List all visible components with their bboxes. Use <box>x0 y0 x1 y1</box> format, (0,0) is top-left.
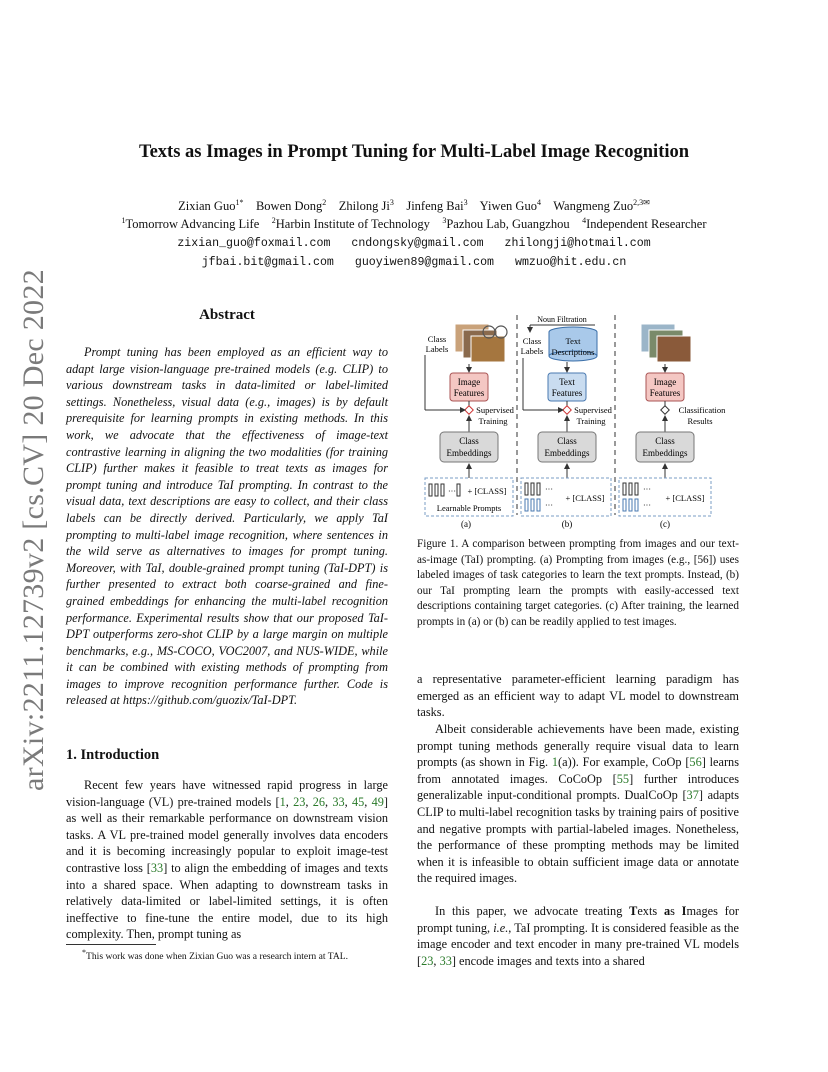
author: Zixian Guo$^{1*}$ <box>178 197 244 213</box>
email[interactable]: zhilongji@hotmail.com <box>504 237 651 250</box>
body-paragraph: In this paper, we advocate treating Texts as Images for prompt tuning, i.e., TaI prompting. It is considered feasible as the image encoder and text encoder in many pre-trained VL models [23, 33] encode images and texts into a shared <box>417 904 739 968</box>
citation-link[interactable]: 26 <box>312 794 326 809</box>
svg-text:Supervised: Supervised <box>476 405 514 415</box>
citation-link[interactable]: 23 <box>293 794 306 809</box>
citation-link[interactable]: 56 <box>689 755 702 770</box>
email-row <box>0 256 828 269</box>
citation-link[interactable]: 33 <box>439 953 452 968</box>
author: Wangmeng Zuo$^{2,3✉}$ <box>553 197 650 213</box>
email[interactable]: cndongsky@gmail.com <box>351 237 484 250</box>
abstract-heading: Abstract <box>199 307 255 323</box>
figure-1-diagram <box>417 310 747 535</box>
figure-1-caption: Figure 1. A comparison between prompting from images and our text-as-image (TaI) prompting. (a) Prompting from images (e.g., [56]) uses labeled images of task categories to learn the text prompts. Instead, (b) our TaI prompting learn the prompts with easily-accessed text descriptions containing target categories. (c) After training, the learned prompts in (a) or (b) can be readily applied to test images. <box>417 538 739 628</box>
citation-link[interactable]: 23 <box>421 953 434 968</box>
svg-text:Labels: Labels <box>520 346 544 356</box>
arxiv-sidebar <box>14 270 54 790</box>
affiliation: $^4$Independent Researcher <box>582 215 707 231</box>
svg-text:···: ··· <box>643 501 651 510</box>
citation-link[interactable]: 49 <box>371 794 384 809</box>
svg-text:Text: Text <box>565 336 581 346</box>
svg-text:Image: Image <box>457 377 481 387</box>
svg-text:Image: Image <box>653 377 677 387</box>
citation-link[interactable]: 37 <box>686 788 699 803</box>
loss-node-icon <box>465 406 473 414</box>
citation-link[interactable]: 1 <box>279 794 286 809</box>
svg-text:Class: Class <box>522 336 542 346</box>
svg-text:Supervised: Supervised <box>574 405 612 415</box>
author: Yiwen Guo$^4$ <box>479 197 541 213</box>
image-stack-icon <box>455 324 507 362</box>
svg-text:Text: Text <box>559 377 575 387</box>
email-row <box>0 237 828 250</box>
svg-text:Training: Training <box>478 416 508 426</box>
svg-text:Classification: Classification <box>678 405 726 415</box>
affiliation: $^3$Pazhou Lab, Guangzhou <box>442 215 570 231</box>
author: Jinfeng Bai$^3$ <box>406 197 468 213</box>
label-class: Class <box>427 334 447 344</box>
svg-text:Descriptions: Descriptions <box>551 347 595 357</box>
intro-paragraph: Recent few years have witnessed rapid progress in large vision-language (VL) pre-trained models [1, 23, 26, 33, 45, 49] as well as their remarkable performance on downstream vision tasks. A VL pre-trained model generally involves data encoders and it is becoming increasingly popular to exploit image-test contrastive loss [33] to align the embedding of images and texts into a shared space. When adapting to downstream tasks in relatively data-limited or label-limited settings, it is often ineffective to fine-tune the entire model, due to its high complexity. Then, prompt tuning as <box>66 778 389 942</box>
label-labels: Labels <box>425 344 449 354</box>
classification-node-icon <box>661 406 669 414</box>
subfigure-label-c: (c) <box>660 519 670 529</box>
svg-text:Noun Filtration: Noun Filtration <box>537 315 587 324</box>
footnote-rule <box>66 944 156 945</box>
svg-text:Features: Features <box>453 388 485 398</box>
subfigure-label-b: (b) <box>561 519 573 529</box>
image-stack-icon <box>641 324 691 362</box>
citation-link[interactable]: 33 <box>150 860 164 875</box>
section-heading-introduction: 1. Introduction <box>66 747 160 763</box>
prompt-token-icons <box>623 483 638 511</box>
citation-link[interactable]: 33 <box>332 794 345 809</box>
svg-text:Class: Class <box>459 436 479 446</box>
email[interactable]: wmzuo@hit.edu.cn <box>514 256 627 269</box>
affiliation-list <box>0 217 828 232</box>
subfigure-label-a: (a) <box>461 519 471 529</box>
paper-title: Texts as Images in Prompt Tuning for Multi-Label Image Recognition <box>138 142 690 162</box>
abstract-text: Prompt tuning has been employed as an efficient way to adapt large vision-language pre-trained models (e.g. CLIP) to various downstream tasks in data-limited or label-limited settings. Nonetheless, visual data (e.g., images) is by default prerequisite for learning prompts in existing methods. In this work, we advocate that the effectiveness of image-text contrastive learning in aligning the two modalities (for training CLIP) further makes it feasible to treat texts as images for prompt tuning and introduce TaI prompting. In contrast to the visual data, text descriptions are easy to collect, and their class labels can be directly derived. Particularly, we apply TaI prompting to multi-label image recognition, where sentences in the wild serve as alternatives to images for prompt tuning. Moreover, with TaI, double-grained prompt tuning (TaI-DPT) is further presented to extract both coarse-grained and fine-grained embeddings for enhancing the multi-label recognition performance. Experimental results show that our proposed TaI-DPT outperforms zero-shot CLIP by a large margin on multiple benchmarks, e.g., MS-COCO, VOC2007, and NUS-WIDE, while it can be combined with existing methods of prompting from images to improve recognition performance further. Code is released at https://github.com/guozix/TaI-DPT. <box>66 345 388 708</box>
svg-text:+ [CLASS]: + [CLASS] <box>565 493 605 503</box>
svg-text:Training: Training <box>576 416 606 426</box>
figure-ref-link[interactable]: 1 <box>551 755 559 770</box>
svg-text:···: ··· <box>545 485 553 494</box>
citation-link[interactable]: 45 <box>352 794 365 809</box>
affiliation: $^2$Harbin Institute of Technology <box>271 215 430 231</box>
svg-text:+ [CLASS]: + [CLASS] <box>665 493 705 503</box>
svg-text:Results: Results <box>687 416 713 426</box>
citation-link[interactable]: 55 <box>616 771 630 786</box>
body-paragraph: a representative parameter-efficient learning paradigm has emerged as an efficient way to adapt VL model to downstream tasks. <box>417 672 739 720</box>
svg-text:···: ··· <box>545 501 553 510</box>
svg-text:Features: Features <box>649 388 681 398</box>
footnote: *This work was done when Zixian Guo was a research intern at TAL. <box>82 947 349 962</box>
svg-text:Embeddings: Embeddings <box>544 448 590 458</box>
author: Zhilong Ji$^3$ <box>338 197 394 213</box>
svg-text:···: ··· <box>643 485 651 494</box>
author-list <box>0 199 828 214</box>
affiliation: $^1$Tomorrow Advancing Life <box>121 215 260 231</box>
email[interactable]: jfbai.bit@gmail.com <box>201 256 334 269</box>
svg-text:Embeddings: Embeddings <box>446 448 492 458</box>
email[interactable]: zixian_guo@foxmail.com <box>177 237 331 250</box>
svg-text:Class: Class <box>655 436 675 446</box>
author: Bowen Dong$^2$ <box>255 197 327 213</box>
email[interactable]: guoyiwen89@gmail.com <box>354 256 495 269</box>
svg-text:+ [CLASS]: + [CLASS] <box>467 486 507 496</box>
arxiv-id: arXiv:2211.12739v2 [cs.CV] 20 Dec 2022 <box>17 269 50 791</box>
prompt-token-icons <box>525 483 540 511</box>
svg-text:Learnable Prompts: Learnable Prompts <box>436 503 502 513</box>
svg-text:Embeddings: Embeddings <box>642 448 688 458</box>
svg-text:Class: Class <box>557 436 577 446</box>
svg-text:···: ··· <box>448 487 456 496</box>
loss-node-icon <box>563 406 571 414</box>
svg-text:Features: Features <box>551 388 583 398</box>
body-paragraph: Albeit considerable achievements have been made, existing prompt tuning methods generally require visual data to learn prompts (as shown in Fig. 1(a)). For example, CoOp [56] learns from annotated images. CoCoOp [55] further introduces generalizable input-conditional prompts. DualCoOp [37] adapts CLIP to multi-label recognition tasks by training pairs of positive and negative prompts with partial-labeled images. Nonetheless, the performance of these prompting methods may be limited when it is infeasible to obtain sufficient image data or annotate the required images. <box>417 722 739 886</box>
